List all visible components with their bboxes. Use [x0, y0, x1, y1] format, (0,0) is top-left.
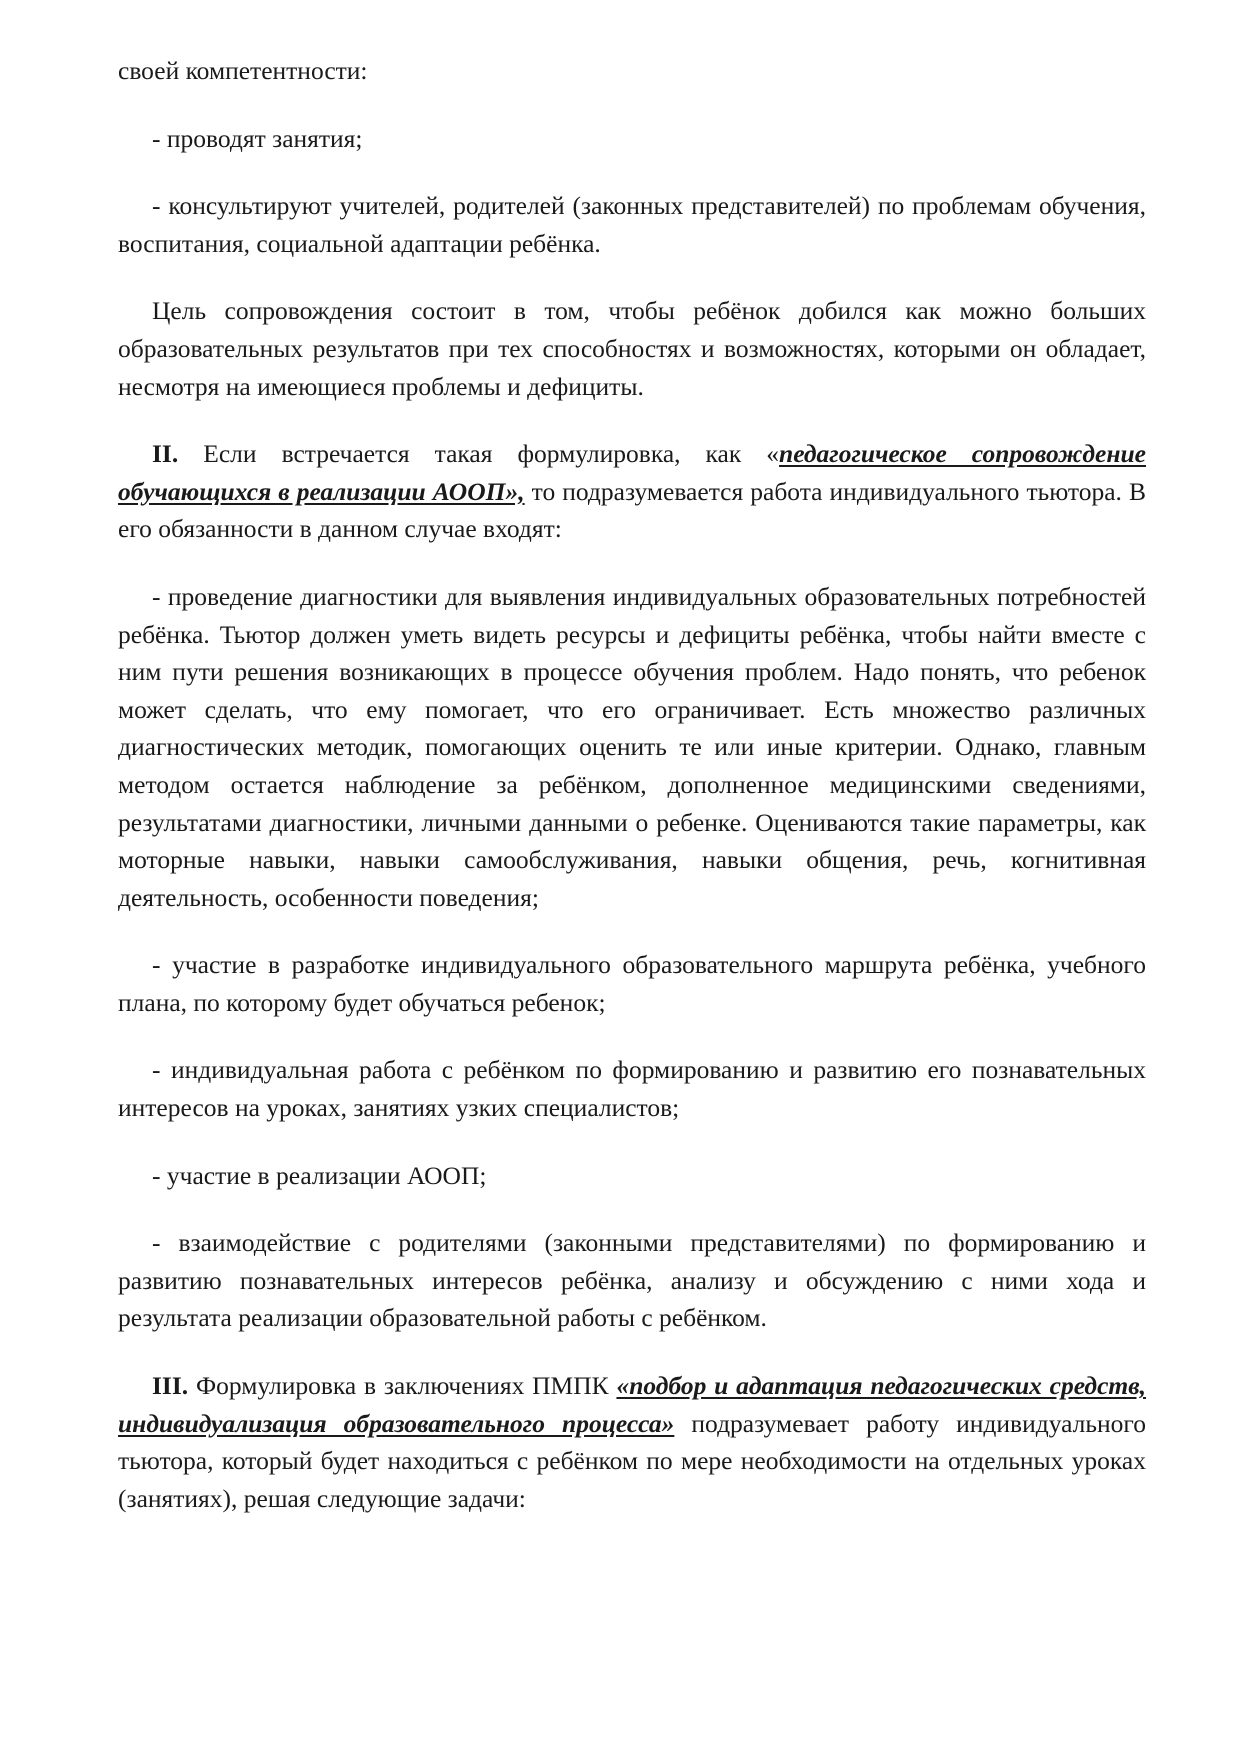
list-item-route: - участие в разработке индивидуального образовательного маршрута ребёнка, учебного плана, по которому будет обучаться ребенок;	[118, 950, 1146, 1017]
list-item-diagnostics: - проведение диагностики для выявления индивидуальных образовательных потребностей ребёнка. Тьютор должен уметь видеть ресурсы и дефициты ребёнка, чтобы найти вместе с ним пути решения возникающих в процессе обучения проблем. Надо понять, что ребенок может сделать, что ему помогает, что его ограничивает. Есть множество различных диагностических методик, помогающих оценить те или иные критерии. Однако, главным методом остается наблюдение за ребёнком, дополненное медицинскими сведениями, результатами диагностики, личными данными о ребенке. Оцениваются такие параметры, как моторные навыки, навыки самообслуживания, навыки общения, речь, когнитивная деятельность, особенности поведения;	[118, 581, 1146, 912]
section-3-paragraph	[118, 1367, 1146, 1517]
list-item-aoop: - участие в реализации АООП;	[152, 1160, 487, 1190]
section-text: то подразумевается работа индивидуального тьютора. В его обязанности в данном случае входят:	[118, 476, 1146, 544]
section-number: III.	[152, 1371, 189, 1401]
emphasized-term: «подбор и адаптация педагогических средств, индивидуализация образовательного процесса»	[118, 1371, 1147, 1438]
list-item-individual-work: - индивидуальная работа с ребёнком по формированию и развитию его познавательных интересов на уроках, занятиях узких специалистов;	[118, 1055, 1146, 1123]
section-text: Формулировка в заключениях ПМПК	[188, 1371, 617, 1401]
paragraph-goal: Цель сопровождения состоит в том, чтобы ребёнок добился как можно больших образовательных результатов при тех способностях и возможностях, которыми он обладает, несмотря на имеющиеся проблемы и дефициты.	[118, 296, 1146, 401]
section-text: подразумевает работу индивидуального тьютора, который будет находиться с ребёнком по мере необходимости на отдельных уроках (занятиях), решая следующие задачи:	[118, 1408, 1146, 1513]
section-number: II.	[152, 439, 179, 469]
emphasized-term: педагогическое сопровождение обучающихся в реализации АООП»,	[118, 439, 1146, 506]
list-item-consult: - консультируют учителей, родителей (законных представителей) по проблемам обучения, воспитания, социальной адаптации ребёнка.	[118, 191, 1146, 258]
section-text: Если встречается такая формулировка, как «	[178, 439, 780, 469]
list-item-parents: - взаимодействие с родителями (законными представителями) по формированию и развитию познавательных интересов ребёнка, анализу и обсуждению с ними хода и результата реализации образовательной работы с ребёнком.	[118, 1228, 1146, 1333]
paragraph-competence: своей компетентности:	[118, 56, 368, 85]
section-2-paragraph	[118, 435, 1146, 548]
list-item-lessons: - проводят занятия;	[152, 123, 363, 153]
document-page	[118, 52, 1146, 1517]
